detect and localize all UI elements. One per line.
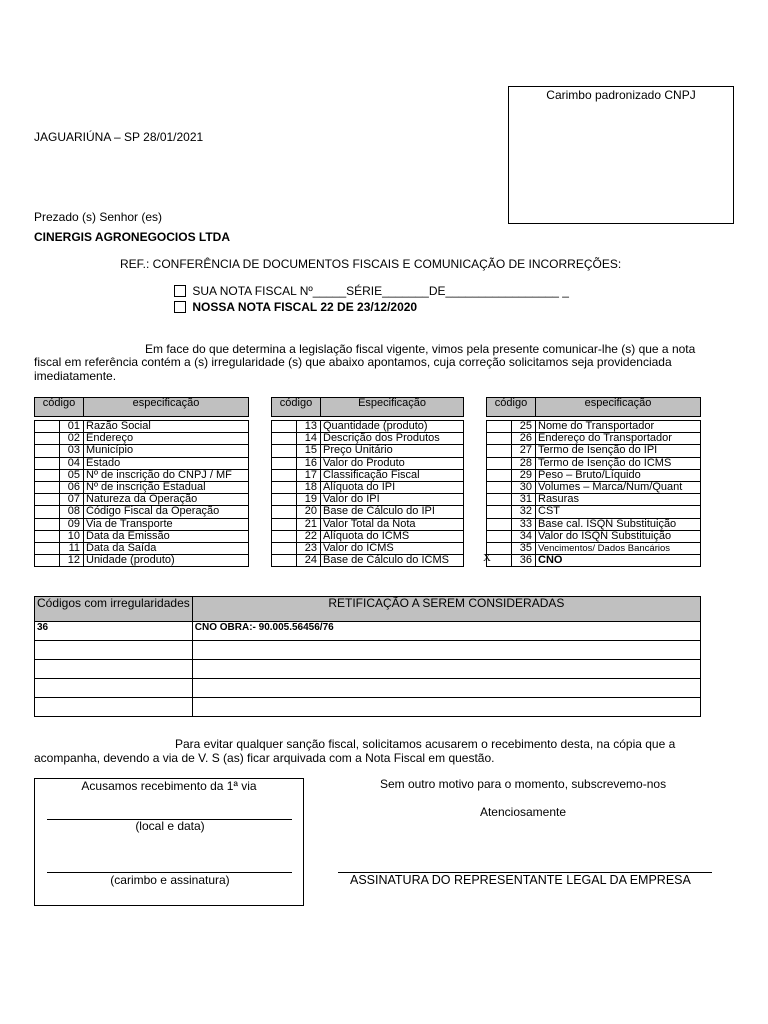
code-row [35, 555, 249, 567]
mark-cell[interactable] [272, 542, 297, 554]
code-number: 30 [512, 481, 536, 493]
code-description: Preço Unitário [321, 445, 464, 457]
mark-cell[interactable] [487, 457, 512, 469]
code-row [272, 518, 464, 530]
mark-cell[interactable] [487, 506, 512, 518]
code-number: 05 [60, 469, 84, 481]
code-description: Nº de inscrição do CNPJ / MF [84, 469, 249, 481]
intro-line-2: fiscal em referência contém a (s) irregularidade (s) que abaixo apontamos, cuja correção solicitamos seja providenciada [34, 355, 672, 369]
code-row [272, 555, 464, 567]
mark-cell[interactable] [487, 469, 512, 481]
code-number: 25 [512, 421, 536, 433]
code-row [487, 469, 701, 481]
rectification-row [35, 679, 701, 698]
code-description: Valor do ICMS [321, 542, 464, 554]
rectification-row [35, 622, 701, 641]
code-number: 19 [297, 494, 321, 506]
mark-cell[interactable] [35, 506, 60, 518]
mark-cell[interactable] [35, 445, 60, 457]
place-date: JAGUARIÚNA – SP 28/01/2021 [34, 130, 204, 144]
code-row [35, 469, 249, 481]
rect-code-cell[interactable] [35, 641, 193, 660]
code-description: Volumes – Marca/Num/Quant [536, 481, 701, 493]
your-invoice-checkbox[interactable] [174, 285, 186, 297]
code-number: 27 [512, 445, 536, 457]
mark-cell[interactable] [272, 530, 297, 542]
code-description: Via de Transporte [84, 518, 249, 530]
code-row [487, 457, 701, 469]
code-number: 04 [60, 457, 84, 469]
code-row [35, 494, 249, 506]
company-name: CINERGIS AGRONEGOCIOS LTDA [34, 230, 231, 244]
code-number: 33 [512, 518, 536, 530]
rect-text-cell[interactable]: CNO OBRA:- 90.005.56456/76 [192, 622, 700, 641]
code-header: código [487, 398, 536, 417]
mark-cell[interactable] [35, 542, 60, 554]
code-row [35, 542, 249, 554]
code-description: Natureza da Operação [84, 494, 249, 506]
code-row [487, 555, 701, 567]
code-number: 28 [512, 457, 536, 469]
mark-cell[interactable] [272, 518, 297, 530]
code-number: 07 [60, 494, 84, 506]
cnpj-stamp-box [508, 86, 734, 224]
code-number: 02 [60, 433, 84, 445]
code-number: 11 [60, 542, 84, 554]
mark-cell[interactable] [487, 481, 512, 493]
code-number: 23 [297, 542, 321, 554]
mark-cell[interactable] [272, 433, 297, 445]
closing-line-2: acompanha, devendo a via de V. S (as) ficar arquivada com a Nota Fiscal em questão. [34, 751, 495, 765]
code-row [35, 445, 249, 457]
spec-header: especificação [536, 398, 701, 417]
code-number: 26 [512, 433, 536, 445]
code-number: 12 [60, 555, 84, 567]
code-number: 22 [297, 530, 321, 542]
code-description: Descrição dos Produtos [321, 433, 464, 445]
code-number: 01 [60, 421, 84, 433]
code-row [272, 469, 464, 481]
code-row [272, 542, 464, 554]
code-description: Termo de Isenção do ICMS [536, 457, 701, 469]
code-row [487, 518, 701, 530]
our-invoice-label: NOSSA NOTA FISCAL 22 DE 23/12/2020 [192, 300, 418, 314]
code-row [487, 481, 701, 493]
code-number: 32 [512, 506, 536, 518]
code-description: Data da Saída [84, 542, 249, 554]
code-row [35, 421, 249, 433]
greeting: Prezado (s) Senhor (es) [34, 210, 163, 224]
code-row [272, 421, 464, 433]
code-row [487, 506, 701, 518]
code-number: 17 [297, 469, 321, 481]
mark-cell[interactable] [35, 530, 60, 542]
rectification-row [35, 660, 701, 679]
code-row [35, 518, 249, 530]
code-description: Classificação Fiscal [321, 469, 464, 481]
code-description: Código Fiscal da Operação [84, 506, 249, 518]
spec-header: especificação [84, 398, 249, 417]
mark-cell[interactable] [35, 433, 60, 445]
local-date-label: (local e data) [135, 819, 205, 833]
rect-text-cell[interactable] [192, 641, 700, 660]
code-row [35, 506, 249, 518]
sign-off: Sem outro motivo para o momento, subscrevemo-nos [379, 777, 667, 791]
code-description: Valor do Produto [321, 457, 464, 469]
code-number: 29 [512, 469, 536, 481]
code-description: Município [84, 445, 249, 457]
code-number: 14 [297, 433, 321, 445]
rect-code-cell[interactable] [35, 698, 193, 717]
receipt-title: Acusamos recebimento da 1ª via [81, 779, 257, 793]
stamp-sign-label: (carimbo e assinatura) [110, 873, 230, 887]
mark-cell[interactable] [272, 421, 297, 433]
reference-line: REF.: CONFERÊNCIA DE DOCUMENTOS FISCAIS E COMUNICAÇÃO DE INCORREÇÕES: [120, 257, 622, 271]
mark-cell[interactable] [35, 481, 60, 493]
code-description: Data da Emissão [84, 530, 249, 542]
code-number: 06 [60, 481, 84, 493]
code-description: Nome do Transportador [536, 421, 701, 433]
mark-cell[interactable] [272, 457, 297, 469]
code-description: Alíquota do IPI [321, 481, 464, 493]
code-header: código [35, 398, 84, 417]
code-description: Endereço do Transportador [536, 433, 701, 445]
code-description: Estado [84, 457, 249, 469]
code-description: Endereço [84, 433, 249, 445]
rect-header-title: RETIFICAÇÃO A SEREM CONSIDERADAS [192, 597, 700, 622]
code-row [272, 530, 464, 542]
code-row [487, 530, 701, 542]
code-row [272, 457, 464, 469]
code-number: 35 [512, 542, 536, 554]
rect-code-cell[interactable]: 36 [35, 622, 193, 641]
code-row [272, 494, 464, 506]
spec-header: Especificação [321, 398, 464, 417]
code-number: 24 [297, 555, 321, 567]
mark-cell[interactable] [35, 457, 60, 469]
code-row [487, 433, 701, 445]
code-description: CNO [536, 555, 701, 567]
mark-cell[interactable] [272, 469, 297, 481]
code-row [272, 445, 464, 457]
code-row [35, 530, 249, 542]
stamp-label: Carimbo padronizado CNPJ [546, 88, 696, 102]
code-description: Razão Social [84, 421, 249, 433]
mark-cell[interactable] [35, 518, 60, 530]
mark-cell[interactable] [35, 494, 60, 506]
code-row [272, 433, 464, 445]
rectification-table [34, 596, 701, 717]
code-description: CST [536, 506, 701, 518]
code-description: Alíquota do ICMS [321, 530, 464, 542]
code-number: 21 [297, 518, 321, 530]
code-description: Quantidade (produto) [321, 421, 464, 433]
code-description: Valor do IPI [321, 494, 464, 506]
code-row [487, 421, 701, 433]
code-description: Valor Total da Nota [321, 518, 464, 530]
code-number: 16 [297, 457, 321, 469]
code-row [487, 494, 701, 506]
code-row [272, 506, 464, 518]
code-number: 08 [60, 506, 84, 518]
intro-line-3: imediatamente. [34, 369, 117, 383]
mark-cell[interactable] [487, 445, 512, 457]
representative-signature-label: ASSINATURA DO REPRESENTANTE LEGAL DA EMPRESA [350, 873, 691, 887]
your-invoice-label: SUA NOTA FISCAL Nº_____SÉRIE_______DE_________________ _ [192, 284, 569, 298]
rect-text-cell[interactable] [192, 660, 700, 679]
code-description: Peso – Bruto/Líquido [536, 469, 701, 481]
code-description: Base de Cálculo do IPI [321, 506, 464, 518]
code-description: Vencimentos/ Dados Bancários [536, 542, 701, 554]
code-number: 34 [512, 530, 536, 542]
code-description: Unidade (produto) [84, 555, 249, 567]
mark-cell[interactable] [272, 494, 297, 506]
mark-cell[interactable] [35, 555, 60, 567]
code-description: Base de Cálculo do ICMS [321, 555, 464, 567]
mark-cell[interactable] [272, 506, 297, 518]
selected-mark: X [483, 552, 491, 565]
mark-cell[interactable] [35, 421, 60, 433]
rect-text-cell[interactable] [192, 679, 700, 698]
code-row [35, 481, 249, 493]
closing-line-1: Para evitar qualquer sanção fiscal, solicitamos acusarem o recebimento desta, na cópia que a [175, 737, 676, 751]
code-description: Valor do ISQN Substituição [536, 530, 701, 542]
option-your-invoice [174, 284, 569, 298]
code-number: 18 [297, 481, 321, 493]
codes-table-3 [483, 397, 701, 567]
mark-cell[interactable] [487, 494, 512, 506]
code-description: Termo de Isenção do IPI [536, 445, 701, 457]
mark-cell[interactable] [272, 445, 297, 457]
mark-cell[interactable] [483, 552, 512, 567]
code-number: 36 [512, 555, 536, 567]
regards: Atenciosamente [479, 805, 567, 819]
mark-cell[interactable] [272, 481, 297, 493]
code-description: Base cal. ISQN Substituição [536, 518, 701, 530]
rectification-row [35, 641, 701, 660]
codes-table-2 [271, 397, 464, 567]
rectification-row [35, 698, 701, 717]
rect-header-codes: Códigos com irregularidades [35, 597, 193, 622]
code-number: 15 [297, 445, 321, 457]
our-invoice-checkbox[interactable] [174, 301, 186, 313]
code-number: 10 [60, 530, 84, 542]
mark-cell[interactable] [487, 518, 512, 530]
code-number: 31 [512, 494, 536, 506]
code-description: Rasuras [536, 494, 701, 506]
rect-code-cell[interactable] [35, 660, 193, 679]
mark-cell[interactable] [272, 555, 297, 567]
mark-cell[interactable] [487, 433, 512, 445]
option-our-invoice [174, 300, 417, 314]
code-description: Nº de inscrição Estadual [84, 481, 249, 493]
receipt-box [34, 778, 304, 906]
code-number: 09 [60, 518, 84, 530]
mark-cell[interactable] [487, 421, 512, 433]
code-row [487, 445, 701, 457]
mark-cell[interactable] [35, 469, 60, 481]
rect-text-cell[interactable] [192, 698, 700, 717]
intro-line-1: Em face do que determina a legislação fiscal vigente, vimos pela presente comunicar-lhe (s) que a nota [145, 342, 696, 356]
code-row [35, 433, 249, 445]
code-row [272, 481, 464, 493]
rect-code-cell[interactable] [35, 679, 193, 698]
codes-table-1 [34, 397, 249, 567]
code-number: 20 [297, 506, 321, 518]
code-row [35, 457, 249, 469]
code-header: código [272, 398, 321, 417]
code-number: 03 [60, 445, 84, 457]
code-number: 13 [297, 421, 321, 433]
mark-cell[interactable] [487, 530, 512, 542]
code-row [487, 542, 701, 554]
